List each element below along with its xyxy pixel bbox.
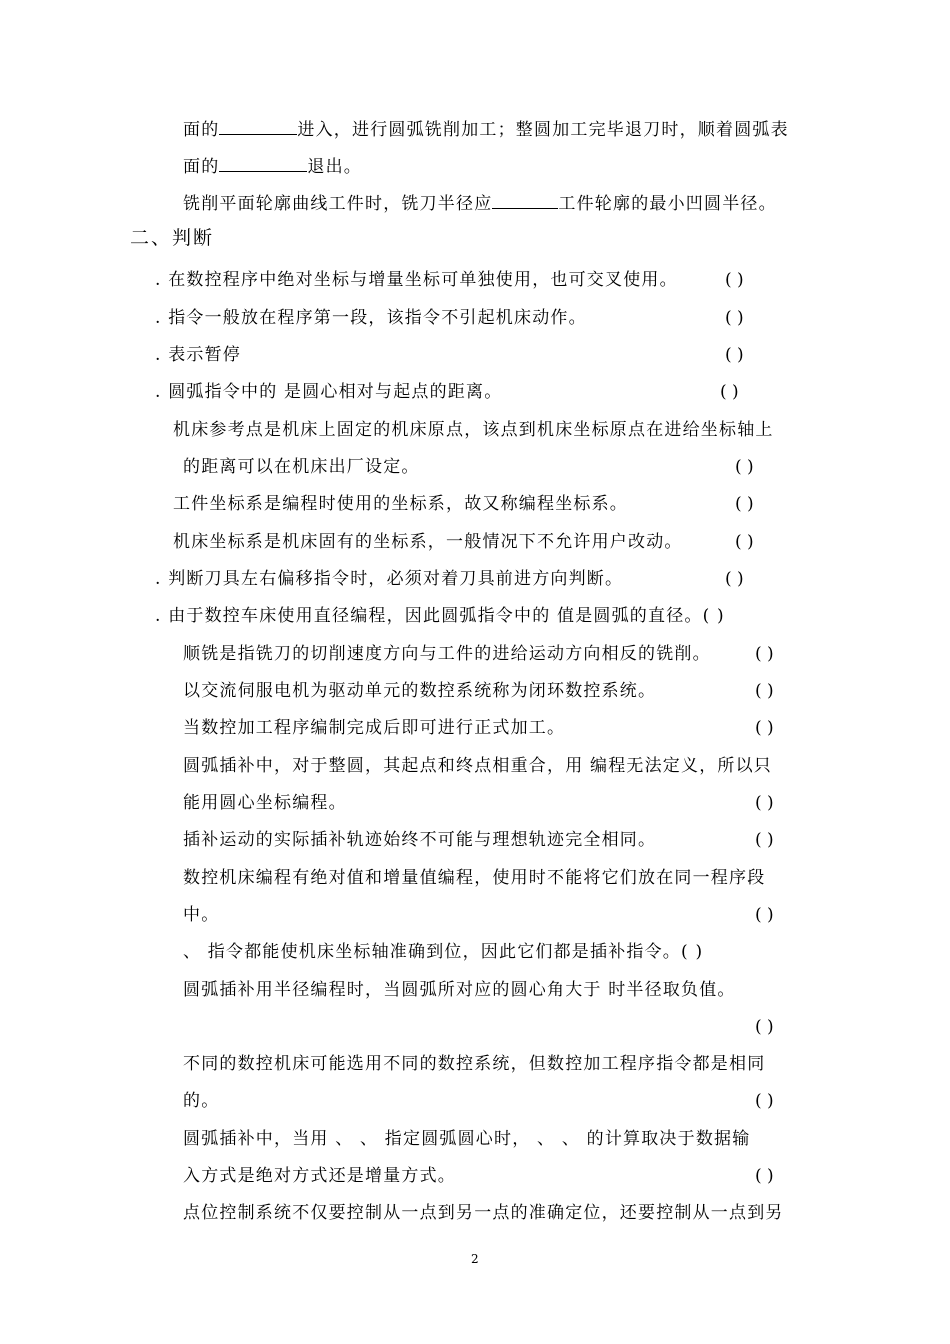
judgement-item: 点位控制系统不仅要控制从一点到另一点的准确定位，还要控制从一点到另 — [183, 1203, 784, 1223]
answer-parentheses: ( ) — [725, 270, 744, 290]
judgement-item: 圆弧插补中，当用 、 、 指定圆弧圆心时， 、 、 的计算取决于数据输 — [183, 1129, 751, 1149]
judgement-item: . 在数控程序中绝对坐标与增量坐标可单独使用，也可交叉使用。 — [155, 270, 678, 290]
fill-in-text: 工件轮廓的最小凹圆半径。 — [558, 194, 777, 214]
judgement-item: 机床坐标系是机床固有的坐标系，一般情况下不允许用户改动。 — [173, 532, 683, 552]
judgement-item: 的。 — [183, 1091, 220, 1111]
answer-parentheses: ( ) — [725, 345, 744, 365]
answer-parentheses: ( ) — [755, 793, 774, 813]
judgement-item: . 表示暂停 — [155, 345, 242, 365]
judgement-item: 中。 — [183, 905, 220, 925]
judgement-item: 数控机床编程有绝对值和增量值编程，使用时不能将它们放在同一程序段 — [183, 868, 766, 888]
fill-in-line-2 — [183, 153, 362, 178]
answer-parentheses: ( ) — [755, 1017, 774, 1037]
judgement-item: . 判断刀具左右偏移指令时，必须对着刀具前进方向判断。 — [155, 569, 624, 589]
page-number: 2 — [471, 1252, 479, 1266]
fill-in-text: 面的 — [183, 120, 220, 140]
fill-in-text: 退出。 — [307, 157, 363, 177]
judgement-item: 插补运动的实际插补轨迹始终不可能与理想轨迹完全相同。 — [183, 830, 657, 850]
fill-in-text: 进入，进行圆弧铣削加工；整圆加工完毕退刀时，顺着圆弧表 — [297, 120, 789, 140]
judgement-item: 的距离可以在机床出厂设定。 — [183, 457, 420, 477]
section-heading: 二、判断 — [130, 227, 215, 249]
judgement-item: 入方式是绝对方式还是增量方式。 — [183, 1166, 456, 1186]
answer-parentheses: ( ) — [755, 644, 774, 664]
answer-parentheses: ( ) — [725, 569, 744, 589]
answer-parentheses: ( ) — [755, 830, 774, 850]
answer-parentheses: ( ) — [755, 718, 774, 738]
fill-in-line-3 — [183, 190, 777, 215]
answer-blank — [492, 190, 558, 209]
judgement-item: 圆弧插补用半径编程时，当圆弧所对应的圆心角大于 时半径取负值。 — [183, 980, 736, 1000]
answer-parentheses: ( ) — [755, 681, 774, 701]
answer-blank — [219, 153, 307, 172]
judgement-item: 不同的数控机床可能选用不同的数控系统，但数控加工程序指令都是相同 — [183, 1054, 766, 1074]
judgement-item: 圆弧插补中，对于整圆，其起点和终点相重合，用 编程无法定义，所以只 — [183, 756, 773, 776]
judgement-item: 能用圆心坐标编程。 — [183, 793, 347, 813]
answer-parentheses: ( ) — [755, 905, 774, 925]
answer-parentheses: ( ) — [755, 1166, 774, 1186]
answer-parentheses: ( ) — [735, 494, 754, 514]
answer-parentheses: ( ) — [720, 382, 739, 402]
judgement-item: 机床参考点是机床上固定的机床原点，该点到机床坐标原点在进给坐标轴上 — [173, 420, 774, 440]
fill-in-text: 铣削平面轮廓曲线工件时，铣刀半径应 — [183, 194, 493, 214]
judgement-item: . 由于数控车床使用直径编程，因此圆弧指令中的 值是圆弧的直径。( ) — [155, 606, 725, 626]
judgement-item: 顺铣是指铣刀的切削速度方向与工件的进给运动方向相反的铣削。 — [183, 644, 711, 664]
judgement-item: 工件坐标系是编程时使用的坐标系，故又称编程坐标系。 — [173, 494, 628, 514]
answer-blank — [219, 116, 297, 135]
judgement-item: 当数控加工程序编制完成后即可进行正式加工。 — [183, 718, 566, 738]
answer-parentheses: ( ) — [735, 532, 754, 552]
answer-parentheses: ( ) — [725, 308, 744, 328]
answer-parentheses: ( ) — [755, 1091, 774, 1111]
judgement-item: 以交流伺服电机为驱动单元的数控系统称为闭环数控系统。 — [183, 681, 657, 701]
fill-in-line-1 — [183, 116, 789, 141]
judgement-item: . 指令一般放在程序第一段，该指令不引起机床动作。 — [155, 308, 587, 328]
answer-parentheses: ( ) — [735, 457, 754, 477]
fill-in-text: 面的 — [183, 157, 220, 177]
judgement-item: . 圆弧指令中的 是圆心相对与起点的距离。 — [155, 382, 503, 402]
judgement-item: 、 指令都能使机床坐标轴准确到位，因此它们都是插补指令。( ) — [183, 942, 704, 962]
